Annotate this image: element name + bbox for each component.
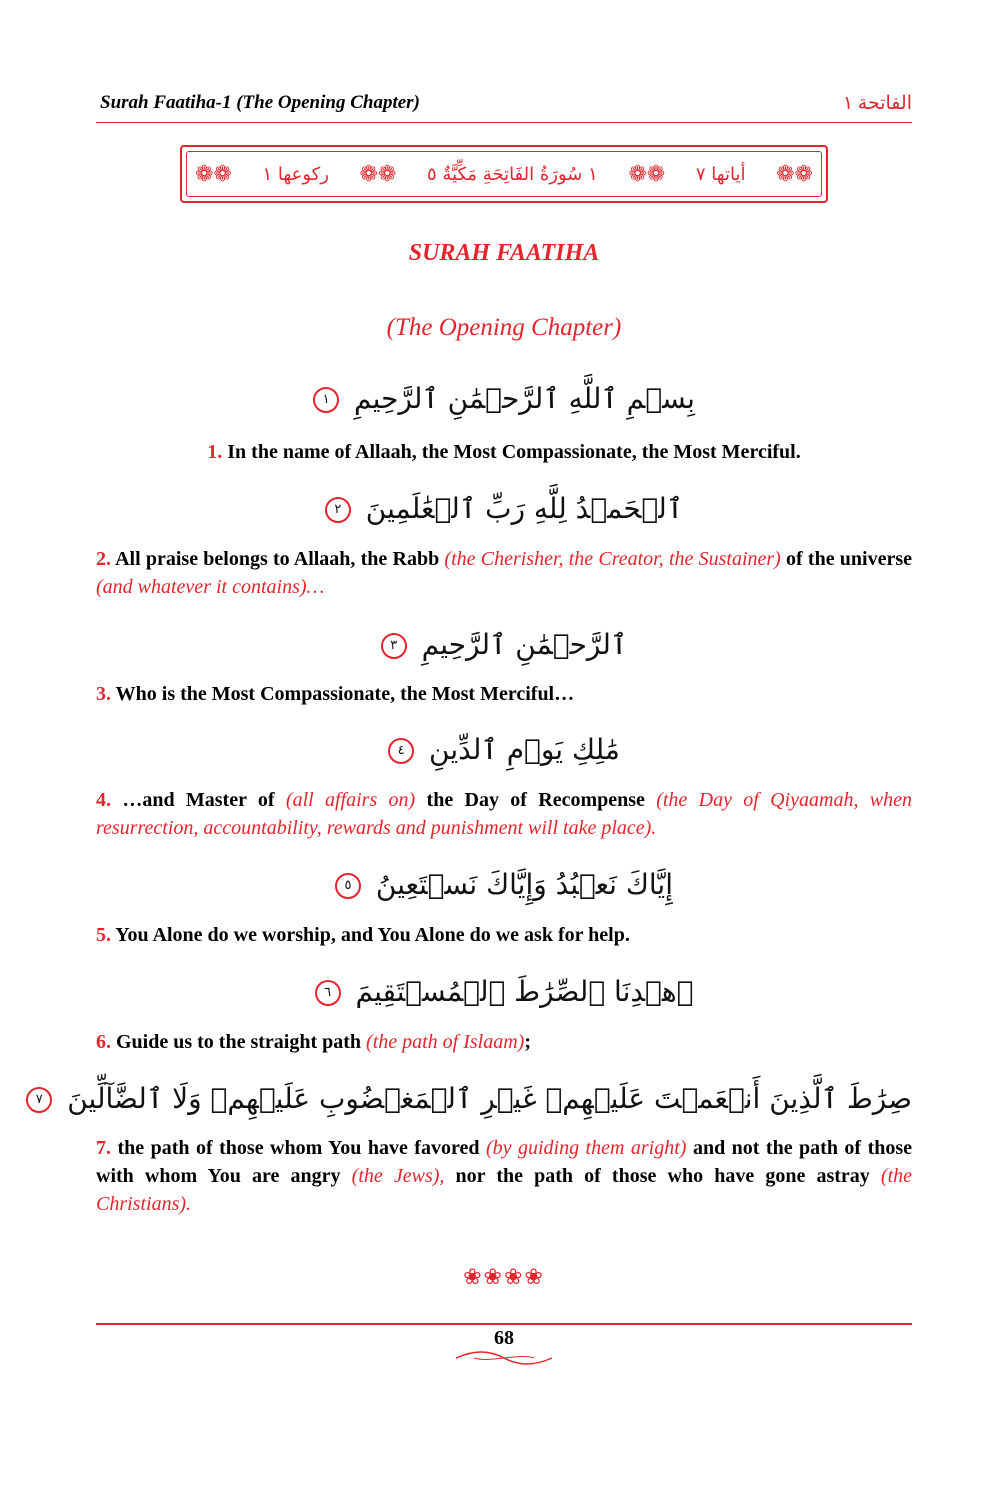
header-rule (96, 122, 912, 123)
surah-banner (180, 145, 828, 203)
verse-commentary: (the Day of Qiyaamah, when resurrection, accountability, rewards and punishment will take place). (96, 789, 913, 839)
arabic-verse-1: بِسۡمِ ٱللَّهِ ٱلرَّحۡمَٰنِ ٱلرَّحِيمِ ١ (96, 382, 912, 415)
verse-number: 4. (96, 789, 123, 811)
verse-number: 6. (96, 1031, 116, 1053)
verse-end-marker: ٧ (26, 1087, 52, 1113)
verse-end-marker: ٢ (325, 497, 351, 523)
verse-number: 1. (207, 441, 228, 463)
verse-commentary: (all affairs on) (285, 789, 416, 811)
translation-verse-3 (96, 680, 912, 708)
arabic-verse-4: مَٰلِكِ يَوۡمِ ٱلدِّينِ ٤ (96, 733, 912, 766)
verse-commentary: (the Christians). (96, 1165, 912, 1215)
verse-end-marker: ٦ (315, 980, 341, 1006)
banner-ayat-count: أياتها ٧ (695, 163, 746, 185)
verse-text: In the name of Allaah, the Most Compassionate, the Most Merciful. (227, 441, 801, 463)
banner-surah-name: ١ سُورَةُ الفَاتِحَةِ مَكِّيَّةٌ ٥ (427, 163, 598, 185)
banner-ruku-count: ركوعها ١ (262, 163, 329, 185)
verse-text: You Alone do we worship, and You Alone do we ask for help. (115, 924, 630, 946)
running-header-arabic: الفاتحة ١ (842, 93, 912, 114)
verse-number: 7. (96, 1137, 118, 1159)
arabic-verse-2: ٱلۡحَمۡدُ لِلَّهِ رَبِّ ٱلۡعَٰلَمِينَ ٢ (96, 492, 912, 525)
arabic-verse-7: صِرَٰطَ ٱلَّذِينَ أَنۡعَمۡتَ عَلَيۡهِمۡ غَيۡرِ ٱلۡمَغۡضُوبِ عَلَيۡهِمۡ وَلَا ٱلضَّآلِّينَ ٧ (96, 1082, 912, 1115)
verse-text: …and Master of (122, 789, 286, 811)
translation-verse-7 (96, 1134, 912, 1218)
ornament-icon: ❁❁ (776, 161, 813, 187)
verse-text: nor the path of those who have gone astray (444, 1165, 881, 1187)
verse-end-marker: ٥ (335, 873, 361, 899)
running-header-title: Surah Faatiha-1 (The Opening Chapter) (100, 92, 420, 113)
swash-ornament-icon (454, 1348, 554, 1368)
verse-number: 5. (96, 924, 116, 946)
verse-text: ; (524, 1031, 532, 1053)
arabic-verse-6: ٱهۡدِنَا ٱلصِّرَٰطَ ٱلۡمُسۡتَقِيمَ ٦ (96, 975, 912, 1008)
ornament-icon: ❁❁ (359, 161, 397, 187)
verse-end-marker: ١ (313, 387, 339, 413)
page-title: SURAH FAATIHA (408, 240, 600, 266)
arabic-verse-5: إِيَّاكَ نَعۡبُدُ وَإِيَّاكَ نَسۡتَعِينُ ٥ (96, 868, 912, 901)
verse-text: Guide us to the straight path (116, 1031, 367, 1053)
verse-commentary: (the path of Islaam) (366, 1031, 525, 1053)
ornament-icon: ❁❁ (195, 161, 232, 187)
verse-number: 2. (96, 548, 116, 570)
verse-commentary: (by guiding them aright) (485, 1137, 687, 1159)
translation-verse-5 (96, 921, 912, 949)
page-number: 68 (494, 1327, 514, 1349)
verse-text: Who is the Most Compassionate, the Most Merciful… (115, 683, 575, 705)
translation-verse-6 (96, 1028, 912, 1056)
translation-verse-4 (96, 786, 912, 842)
verse-end-marker: ٤ (388, 738, 414, 764)
verse-text: the Day of Recompense (415, 789, 657, 811)
translation-verse-1 (96, 438, 912, 466)
verse-number: 3. (96, 683, 116, 705)
verse-text: All praise belongs to Allaah, the Rabb (115, 548, 445, 570)
verse-commentary: (the Jews), (351, 1165, 445, 1187)
verse-commentary: (and whatever it contains)… (96, 576, 325, 598)
page-subtitle: (The Opening Chapter) (386, 314, 622, 341)
footer-rule (96, 1323, 912, 1325)
ornament-icon: ❁❁ (628, 161, 666, 187)
verse-commentary: (the Cherisher, the Creator, the Sustainer) (444, 548, 781, 570)
floral-flourish-icon: ❀❀❀❀ (463, 1264, 545, 1289)
verse-text: of the universe (780, 548, 912, 570)
verse-text: and not the path of those with whom You are angry (96, 1137, 913, 1187)
verse-end-marker: ٣ (381, 633, 407, 659)
verse-text: the path of those whom You have favored (117, 1137, 486, 1159)
translation-verse-2 (96, 545, 912, 601)
arabic-verse-3: ٱلرَّحۡمَٰنِ ٱلرَّحِيمِ ٣ (96, 628, 912, 661)
